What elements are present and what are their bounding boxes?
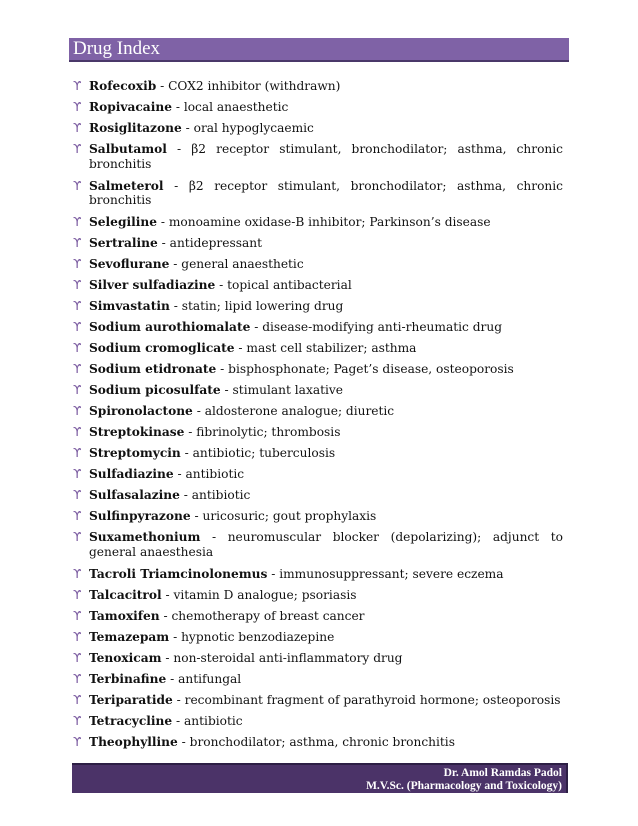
drug-description: - COX2 inhibitor (withdrawn) [156,79,341,93]
footer-degree: M.V.Sc. (Pharmacology and Toxicology) [366,780,562,792]
drug-list-item [73,362,563,377]
drug-name: Sodium picosulfate [89,383,221,398]
drug-list-item [73,299,563,314]
bullet-icon: ϒ [73,320,82,335]
drug-name: Streptokinase [89,425,185,440]
drug-list-item [73,651,563,666]
bullet-icon: ϒ [73,650,82,665]
bullet-icon: ϒ [73,178,82,193]
bullet-icon: ϒ [73,425,82,440]
bullet-icon: ϒ [73,299,82,314]
drug-name: Tetracycline [89,713,173,728]
drug-name: Teriparatide [89,692,173,707]
drug-description: - uricosuric; gout prophylaxis [190,509,377,524]
bullet-icon: ϒ [73,278,82,293]
drug-description: - antibiotic [173,467,245,482]
drug-name: Temazepam [89,629,170,644]
drug-name: Rofecoxib [89,79,157,93]
drug-description: - local anaesthetic [171,99,289,114]
bullet-icon: ϒ [73,79,82,93]
bullet-icon: ϒ [73,734,82,749]
drug-name: Tamoxifen [89,608,160,623]
drug-description: - general anaesthetic [169,257,304,272]
bullet-icon: ϒ [73,120,82,135]
drug-list-item [73,257,563,272]
bullet-icon: ϒ [73,530,82,545]
drug-description: - immunosuppressant; severe eczema [267,566,504,581]
drug-name: Salmeterol [89,178,164,193]
bullet-icon: ϒ [73,467,82,482]
drug-description: - β2 receptor stimulant, bronchodilator; asthma, chronic bronchitis [89,141,563,171]
drug-list-item [73,467,563,482]
drug-list-item [73,509,563,524]
drug-name: Tenoxicam [89,650,162,665]
drug-name: Sulfasalazine [89,488,180,503]
drug-name: Sevoflurane [89,257,170,272]
drug-description: - antibiotic; tuberculosis [180,446,336,461]
bullet-icon: ϒ [73,671,82,686]
drug-list-item [73,121,563,136]
drug-list-item [73,609,563,624]
drug-name: Simvastatin [89,299,170,314]
drug-name: Spironolactone [89,404,193,419]
drug-description: - antifungal [166,671,242,686]
drug-list-item [73,278,563,293]
drug-description: - aldosterone analogue; diuretic [192,404,395,419]
drug-description: - disease-modifying anti-rheumatic drug [250,320,503,335]
drug-description: - stimulant laxative [220,383,343,398]
drug-description: - bisphosphonate; Paget’s disease, osteoporosis [216,362,514,377]
drug-description: - mast cell stabilizer; asthma [234,341,417,356]
bullet-icon: ϒ [73,236,82,251]
bullet-icon: ϒ [73,587,82,602]
bullet-icon: ϒ [73,341,82,356]
bullet-icon: ϒ [73,566,82,581]
bullet-icon: ϒ [73,141,82,156]
page-title: Drug Index [73,38,161,59]
drug-name: Rosiglitazone [89,120,182,135]
bullet-icon: ϒ [73,362,82,377]
drug-name: Sertraline [89,236,158,251]
bullet-icon: ϒ [73,629,82,644]
drug-list-item [73,446,563,461]
drug-list-item [73,588,563,603]
drug-name: Terbinafine [89,671,167,686]
bullet-icon: ϒ [73,692,82,707]
drug-description: - statin; lipid lowering drug [169,299,344,314]
bullet-icon: ϒ [73,383,82,398]
drug-description: - antidepressant [157,236,262,251]
drug-list-item [73,630,563,645]
drug-name: Sodium etidronate [89,362,217,377]
drug-list-item [73,735,563,750]
drug-description: - oral hypoglycaemic [181,120,314,135]
bullet-icon: ϒ [73,257,82,272]
drug-description: - bronchodilator; asthma, chronic bronchitis [177,734,455,749]
drug-name: Theophylline [89,734,178,749]
drug-name: Talcacitrol [89,587,162,602]
bullet-icon: ϒ [73,446,82,461]
drug-description: - antibiotic [172,713,243,728]
drug-list-item [73,100,563,115]
drug-description: - monoamine oxidase-B inhibitor; Parkinson’s disease [156,215,491,230]
drug-list-item [73,567,563,582]
drug-list-item [73,320,563,335]
bullet-icon: ϒ [73,404,82,419]
drug-list-item [73,341,563,356]
drug-description: - topical antibacterial [215,278,352,293]
bullet-icon: ϒ [73,99,82,114]
drug-name: Sulfinpyrazone [89,509,191,524]
drug-list-item [73,215,563,230]
page-footer-bar [72,763,568,793]
drug-name: Tacroli Triamcinolonemus [89,566,268,581]
drug-description: - antibiotic [179,488,251,503]
drug-list-item [73,714,563,729]
drug-name: Streptomycin [89,446,181,461]
drug-list-item [73,383,563,398]
drug-name: Salbutamol [89,141,167,156]
drug-description: - neuromuscular blocker (depolarizing); adjunct to general anaesthesia [89,530,563,559]
drug-description: - recombinant fragment of parathyroid hormone; osteoporosis [172,692,561,707]
page-header-bar [69,38,569,62]
drug-name: Selegiline [89,215,157,230]
drug-list-item [73,530,563,559]
drug-description: - β2 receptor stimulant, bronchodilator; asthma, chronic bronchitis [89,178,563,208]
drug-name: Silver sulfadiazine [89,278,216,293]
bullet-icon: ϒ [73,215,82,230]
drug-name: Sulfadiazine [89,467,174,482]
drug-list-item [73,425,563,440]
drug-description: - non-steroidal anti-inflammatory drug [161,650,403,665]
drug-list-item [73,672,563,687]
drug-list-item [73,142,563,171]
drug-list [73,79,563,756]
drug-name: Ropivacaine [89,99,172,114]
drug-list-item [73,404,563,419]
drug-description: - hypnotic benzodiazepine [169,629,335,644]
drug-list-item [73,179,563,208]
drug-list-item [73,236,563,251]
drug-list-item [73,488,563,503]
bullet-icon: ϒ [73,608,82,623]
drug-description: - chemotherapy of breast cancer [159,608,365,623]
bullet-icon: ϒ [73,509,82,524]
drug-description: - fibrinolytic; thrombosis [184,425,341,440]
bullet-icon: ϒ [73,488,82,503]
bullet-icon: ϒ [73,713,82,728]
drug-list-item [73,79,563,94]
drug-list-item [73,693,563,708]
drug-name: Suxamethonium [89,530,201,545]
drug-name: Sodium aurothiomalate [89,320,251,335]
footer-author: Dr. Amol Ramdas Padol [443,767,562,779]
drug-description: - vitamin D analogue; psoriasis [161,587,357,602]
drug-name: Sodium cromoglicate [89,341,235,356]
